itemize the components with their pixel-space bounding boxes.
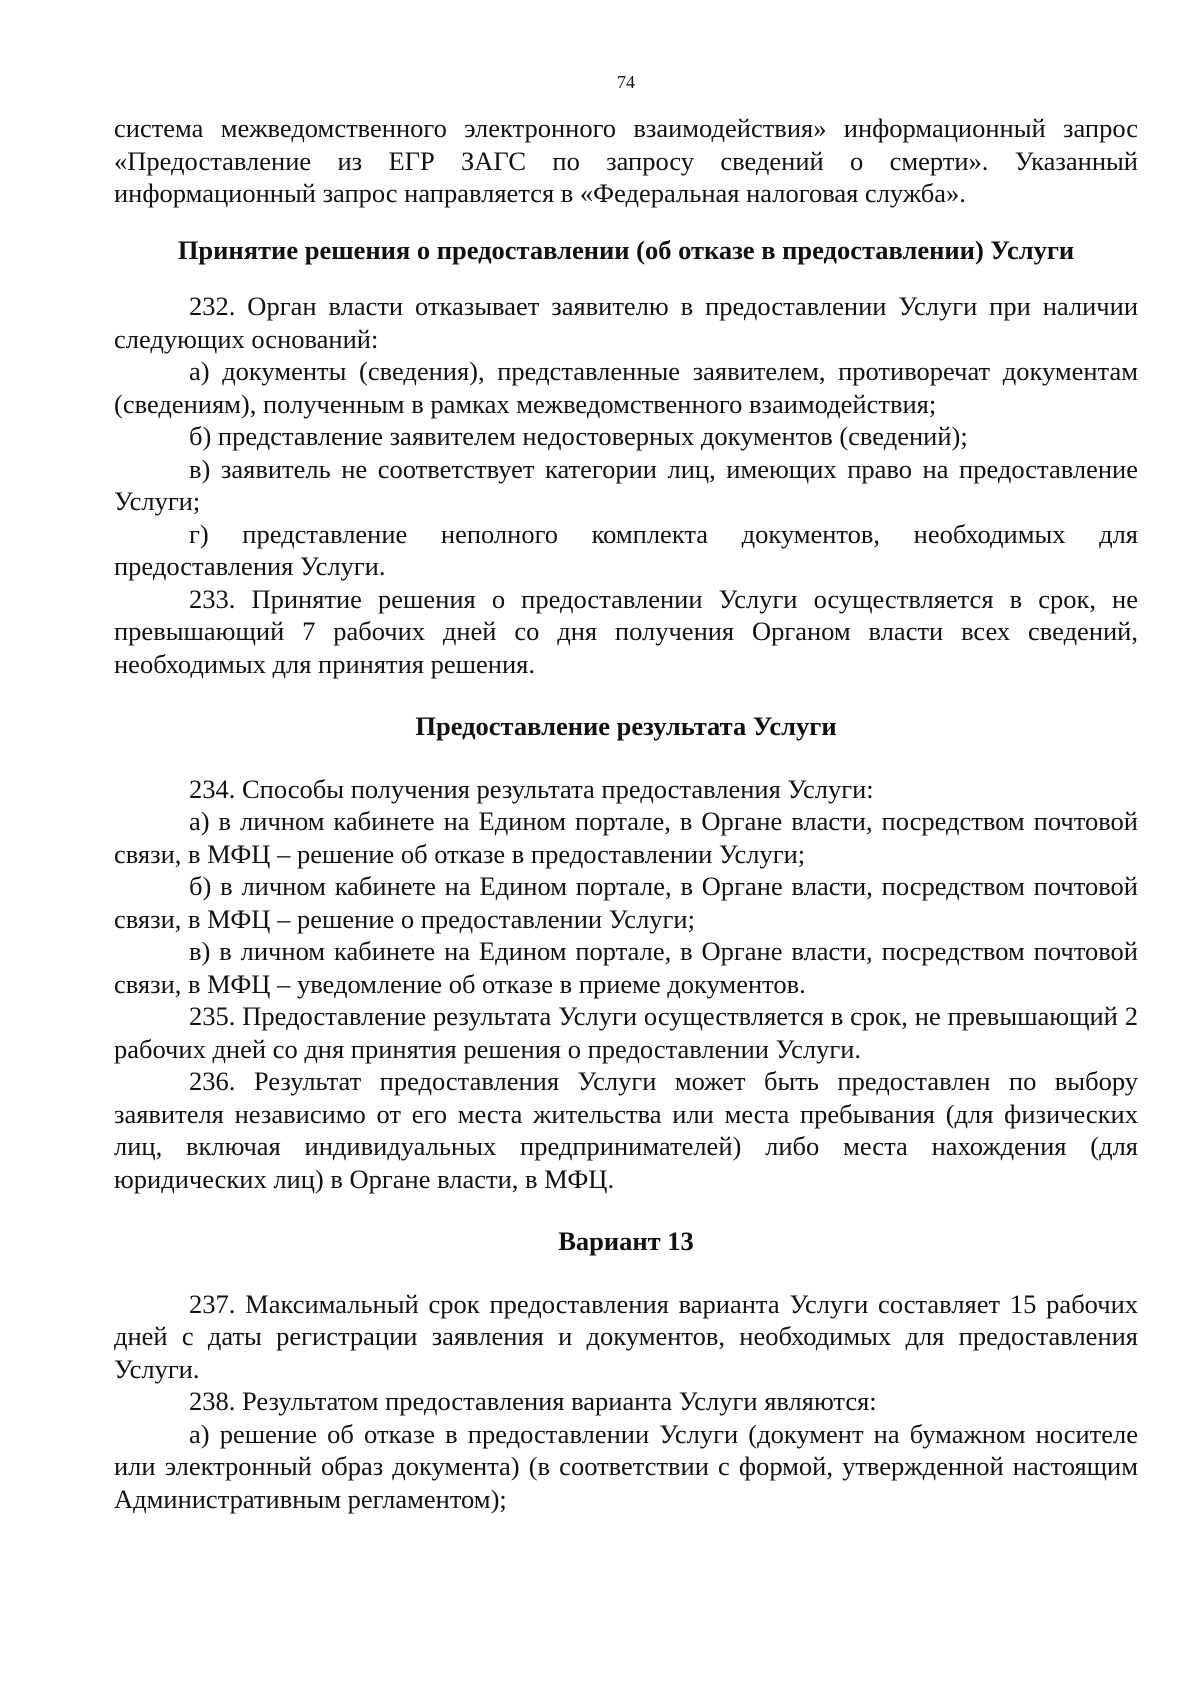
paragraph: а) решение об отказе в предоставлении Услуги (документ на бумажном носителе или электронный образ документа) (в соответствии с формой, утвержденной настоящим Административным регламентом); — [114, 1418, 1138, 1514]
paragraph: 233. Принятие решения о предоставлении Услуги осуществляется в срок, не превышающий 7 рабочих дней со дня получения Органом власти всех сведений, необходимых для принятия решения. — [114, 583, 1138, 679]
paragraph: а) документы (сведения), представленные заявителем, противоречат документам (сведениям), полученным в рамках межведомственного взаимодействия; — [114, 356, 1138, 419]
paragraph: г) представление неполного комплекта документов, необходимых для предоставления Услуги. — [114, 518, 1138, 581]
paragraph: 238. Результатом предоставления варианта Услуги являются: — [189, 1386, 877, 1416]
paragraph: система межведомственного электронного взаимодействия» информационный запрос «Предоставление из ЕГР ЗАГС по запросу сведений о смерти». Указанный информационный запрос направляется в «Федеральная налоговая служба». — [114, 113, 1138, 208]
page-number: 74 — [617, 72, 635, 92]
paragraph: б) представление заявителем недостоверных документов (сведений); — [189, 421, 968, 451]
paragraph: 232. Орган власти отказывает заявителю в предоставлении Услуги при наличии следующих оснований: — [114, 291, 1138, 354]
paragraph: 236. Результат предоставления Услуги может быть предоставлен по выбору заявителя независимо от его места жительства или места пребывания (для физических лиц, включая индивидуальных предпринимателей) либо места нахождения (для юридических лиц) в Органе власти, в МФЦ. — [114, 1066, 1138, 1194]
paragraph: в) в личном кабинете на Едином портале, в Органе власти, посредством почтовой связи, в МФЦ – уведомление об отказе в приеме документов. — [114, 936, 1138, 999]
section-heading: Предоставление результата Услуги — [415, 711, 837, 741]
paragraph: а) в личном кабинете на Едином портале, в Органе власти, посредством почтовой связи, в МФЦ – решение об отказе в предоставлении Услуги; — [114, 806, 1138, 869]
paragraph: 234. Способы получения результата предоставления Услуги: — [189, 773, 874, 804]
section-heading: Принятие решения о предоставлении (об отказе в предоставлении) Услуги — [177, 234, 1075, 265]
document-body — [114, 112, 1138, 1515]
section-heading: Вариант 13 — [558, 1226, 694, 1256]
paragraph: б) в личном кабинете на Едином портале, в Органе власти, посредством почтовой связи, в МФЦ – решение о предоставлении Услуги; — [114, 871, 1138, 934]
paragraph: в) заявитель не соответствует категории лиц, имеющих право на предоставление Услуги; — [114, 453, 1138, 516]
paragraph: 235. Предоставление результата Услуги осуществляется в срок, не превышающий 2 рабочих дней со дня принятия решения о предоставлении Услуги. — [114, 1001, 1138, 1064]
paragraph: 237. Максимальный срок предоставления варианта Услуги составляет 15 рабочих дней с даты регистрации заявления и документов, необходимых для предоставления Услуги. — [114, 1288, 1138, 1384]
